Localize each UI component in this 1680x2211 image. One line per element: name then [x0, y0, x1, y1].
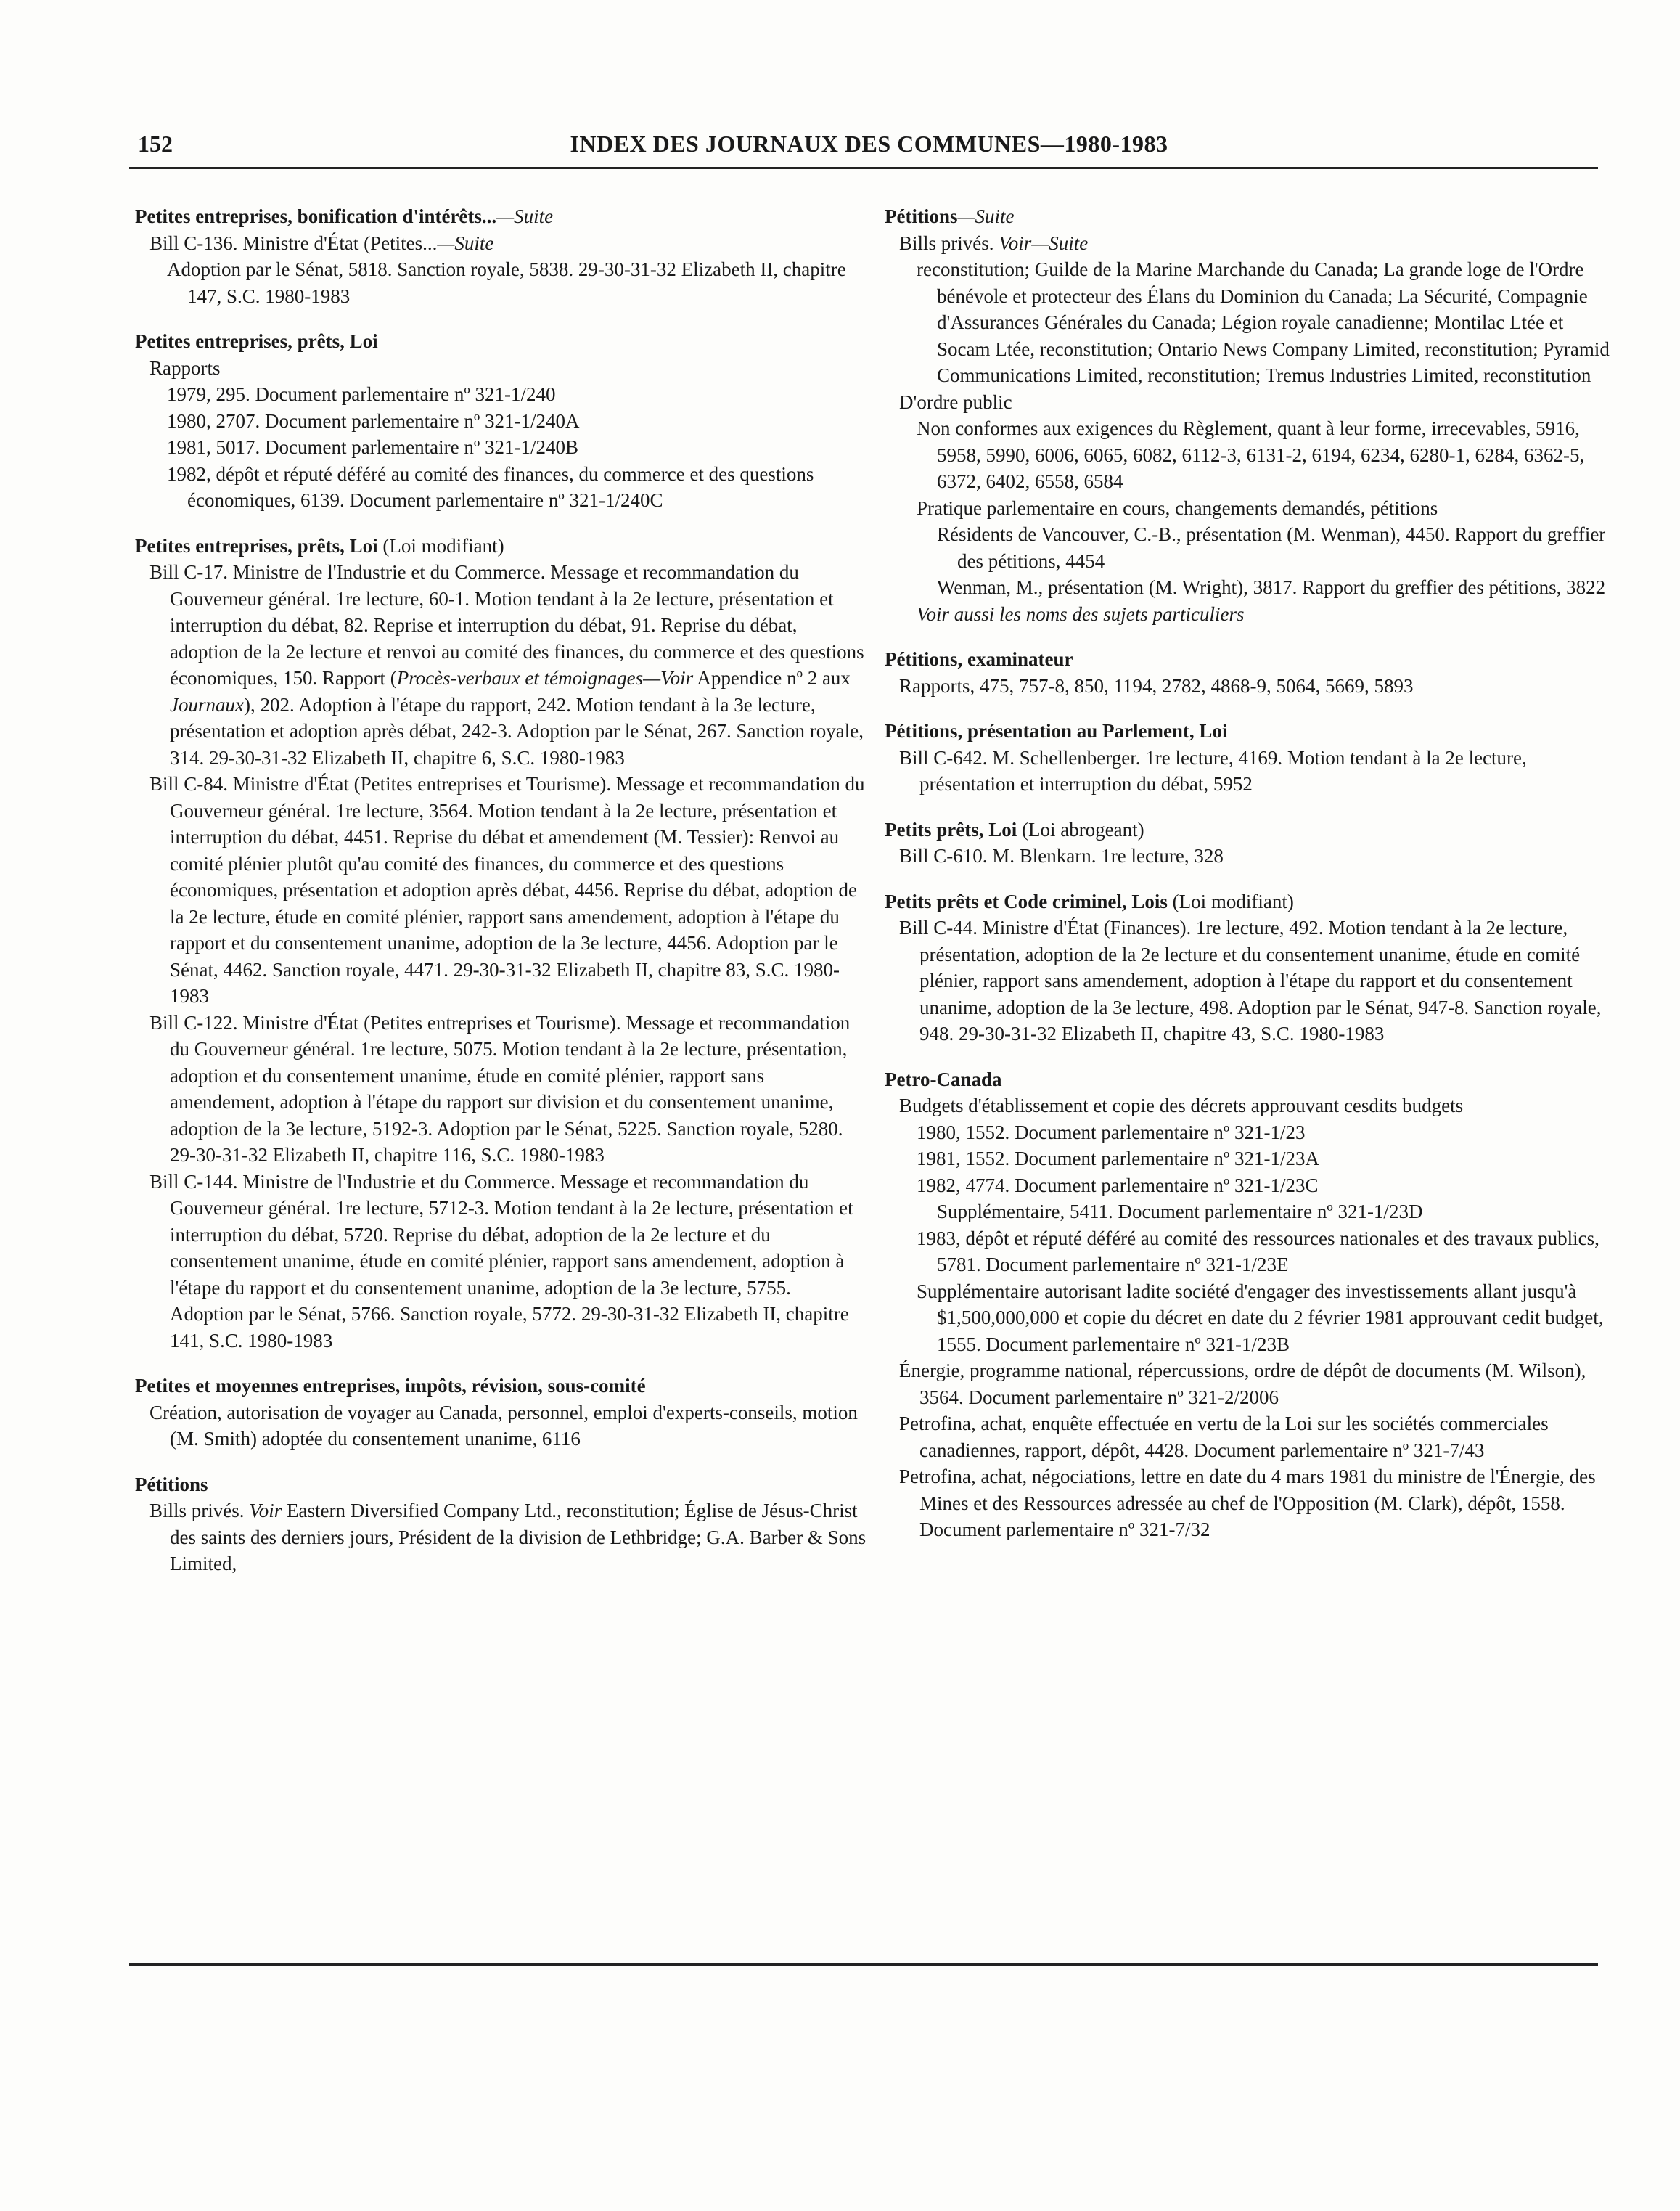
entry-line: Supplémentaire autorisant ladite société d'engager des investissements allant jusqu'à $1,500,000,000 et copie du décret en date du 2 février 1981 approuvant cedit budget, 1555. Document parlementaire nº 321-1/23B — [917, 1280, 1604, 1355]
entry-line: Pratique parlementaire en cours, changements demandés, pétitions — [917, 496, 1438, 519]
footer-rule — [129, 1963, 1598, 1966]
entry-line: Énergie, programme national, répercussions, ordre de dépôt de documents (M. Wilson), 3564. Document parlementaire nº 321-2/2006 — [899, 1360, 1586, 1408]
entry-line: Bill C-84. Ministre d'État (Petites entreprises et Tourisme). Message et recommandation du Gouverneur général. 1re lecture, 3564. Motion tendant à la 2e lecture, présentation et interruption du débat, 4451. Reprise du débat et amendement (M. Tessier): Renvoi au comité plénier plutôt qu'au comité des finances, du commerce et des questions économiques, présentation et adoption après débat, 4456. Reprise du débat, adoption de la 2e lecture, étude en comité plénier, rapport sans amendement, adoption à l'étape du rapport et du consentement unanime, adoption de la 3e lecture, 4456. Adoption par le Sénat, 4462. Sanction royale, 4471. 29-30-31-32 Elizabeth II, chapitre 83, S.C. 1980-1983 — [149, 773, 865, 1007]
entry-line: Supplémentaire, 5411. Document parlementaire nº 321-1/23D — [937, 1201, 1423, 1222]
entry-heading: Pétitions — [135, 1473, 208, 1495]
entry-heading: Petits prêts, Loi (Loi abrogeant) — [885, 818, 1144, 841]
entry-line: Bill C-610. M. Blenkarn. 1re lecture, 328 — [899, 845, 1224, 867]
entry-line: Voir aussi les noms des sujets particuliers — [917, 602, 1245, 625]
entry-heading: Pétitions—Suite — [885, 205, 1015, 227]
entry-line: Bill C-642. M. Schellenberger. 1re lecture, 4169. Motion tendant à la 2e lecture, présentation et interruption du débat, 5952 — [899, 746, 1527, 795]
entry-heading: Petites entreprises, bonification d'intérêts...—Suite — [135, 205, 554, 227]
index-entry — [135, 203, 866, 309]
index-entry — [885, 203, 1616, 627]
entry-line: Bill C-144. Ministre de l'Industrie et du Commerce. Message et recommandation du Gouverneur général. 1re lecture, 5712-3. Motion tendant à la 2e lecture, présentation et interruption du débat, 5720. Reprise du débat, adoption de la 2e lecture et du consentement unanime, étude en comité plénier, rapport sans amendement, adoption à l'étape du rapport et du consentement unanime, adoption de la 3e lecture, 5755. Adoption par le Sénat, 5766. Sanction royale, 5772. 29-30-31-32 Elizabeth II, chapitre 141, S.C. 1980-1983 — [149, 1170, 853, 1352]
entry-line: Budgets d'établissement et copie des décrets approuvant cesdits budgets — [899, 1095, 1464, 1116]
entry-line: 1982, dépôt et réputé déféré au comité des finances, du commerce et des questions économiques, 6139. Document parlementaire nº 321-1/240C — [167, 462, 814, 511]
index-entry — [135, 328, 866, 514]
entry-line: 1980, 2707. Document parlementaire nº 321-1/240A — [167, 409, 580, 432]
entry-line: Bill C-122. Ministre d'État (Petites entreprises et Tourisme). Message et recommandation du Gouverneur général. 1re lecture, 5075. Motion tendant à la 2e lecture, présentation, adoption et du consentement unanime, étude en comité plénier, rapport sans amendement, adoption à l'étape du rapport sur division et du consentement unanime, adoption de la 3e lecture, 5192-3. Adoption par le Sénat, 5225. Sanction royale, 5280. 29-30-31-32 Elizabeth II, chapitre 116, S.C. 1980-1983 — [149, 1011, 851, 1166]
entry-heading: Petites entreprises, prêts, Loi — [135, 330, 378, 352]
entry-line: D'ordre public — [899, 391, 1012, 413]
entry-line: reconstitution; Guilde de la Marine Marchande du Canada; La grande loge de l'Ordre bénévole et protecteur des Élans du Dominion du Canada; La Sécurité, Compagnie d'Assurances Générales du Canada; Légion royale canadienne; Montilac Ltée et Socam Ltée, reconstitution; Ontario News Company Limited, reconstitution; Pyramid Communications Limited, reconstitution; Tremus Industries Limited, reconstitution — [917, 258, 1610, 386]
entry-line: 1979, 295. Document parlementaire nº 321-1/240 — [167, 383, 556, 405]
entry-line: Bill C-44. Ministre d'État (Finances). 1re lecture, 492. Motion tendant à la 2e lecture, présentation, adoption de la 2e lecture et du consentement unanime, étude en comité plénier, rapport sans amendement, adoption à l'étape du rapport et du consentement unanime, adoption de la 3e lecture, 498. Adoption par le Sénat, 947-8. Sanction royale, 948. 29-30-31-32 Elizabeth II, chapitre 43, S.C. 1980-1983 — [899, 917, 1602, 1045]
entry-line: 1982, 4774. Document parlementaire nº 321-1/23C — [917, 1174, 1319, 1196]
entry-line: Non conformes aux exigences du Règlement, quant à leur forme, irrecevables, 5916, 5958, 5990, 6006, 6065, 6082, 6112-3, 6131-2, 6194, 6234, 6280-1, 6284, 6362-5, 6372, 6402, 6558, 6584 — [917, 417, 1585, 492]
page-number: 152 — [138, 131, 173, 157]
entry-line: 1981, 5017. Document parlementaire nº 321-1/240B — [167, 436, 578, 458]
index-entry — [885, 888, 1616, 1047]
entry-line: Bills privés. Voir—Suite — [899, 232, 1089, 254]
entry-line: 1983, dépôt et réputé déféré au comité des ressources nationales et des travaux publics, 5781. Document parlementaire nº 321-1/23E — [917, 1227, 1599, 1275]
right-column — [885, 203, 1616, 1562]
page-header — [138, 131, 1600, 171]
index-entry — [885, 817, 1616, 870]
entry-heading: Petites et moyennes entreprises, impôts, révision, sous-comité — [135, 1375, 646, 1397]
entry-line: Petrofina, achat, enquête effectuée en vertu de la Loi sur les sociétés commerciales canadiennes, rapport, dépôt, 4428. Document parlementaire nº 321-7/43 — [899, 1413, 1549, 1461]
entry-line: Création, autorisation de voyager au Canada, personnel, emploi d'experts-conseils, motion (M. Smith) adoptée du consentement unanime, 6116 — [149, 1401, 858, 1450]
index-entry — [135, 1471, 866, 1577]
index-entry — [885, 1066, 1616, 1543]
entry-line: Adoption par le Sénat, 5818. Sanction royale, 5838. 29-30-31-32 Elizabeth II, chapitre 147, S.C. 1980-1983 — [167, 258, 846, 307]
entry-heading: Pétitions, examinateur — [885, 648, 1073, 670]
entry-subheading: Rapports — [149, 356, 221, 379]
entry-line: 1981, 1552. Document parlementaire nº 321-1/23A — [917, 1148, 1319, 1169]
entry-heading: Pétitions, présentation au Parlement, Loi — [885, 720, 1228, 742]
entry-line: Résidents de Vancouver, C.-B., présentation (M. Wenman), 4450. Rapport du greffier des pétitions, 4454 — [937, 523, 1606, 572]
entry-line: Wenman, M., présentation (M. Wright), 3817. Rapport du greffier des pétitions, 3822 — [937, 576, 1606, 598]
entry-line: Rapports, 475, 757-8, 850, 1194, 2782, 4868-9, 5064, 5669, 5893 — [899, 674, 1414, 697]
page-title: INDEX DES JOURNAUX DES COMMUNES—1980-1983 — [570, 131, 1168, 157]
index-entry — [135, 533, 866, 1354]
entry-line: Bill C-17. Ministre de l'Industrie et du Commerce. Message et recommandation du Gouverneur général. 1re lecture, 60-1. Motion tendant à la 2e lecture, présentation et interruption du débat, 82. Reprise et interruption du débat, 91. Reprise du débat, adoption de la 2e lecture et renvoi au comité des finances, du commerce et des questions économiques, 150. Rapport (Procès-verbaux et témoignages—Voir Appendice nº 2 aux Journaux), 202. Adoption à l'étape du rapport, 242. Motion tendant à la 3e lecture, présentation et adoption après débat, 242-3. Adoption par le Sénat, 267. Sanction royale, 314. 29-30-31-32 Elizabeth II, chapitre 6, S.C. 1980-1983 — [149, 561, 864, 769]
left-column — [135, 203, 866, 1596]
entry-line: 1980, 1552. Document parlementaire nº 321-1/23 — [917, 1121, 1306, 1143]
index-entry — [885, 646, 1616, 699]
header-rule — [129, 167, 1598, 169]
entry-line: Petrofina, achat, négociations, lettre en date du 4 mars 1981 du ministre de l'Énergie, des Mines et des Ressources adressée au chef de l'Opposition (M. Clark), dépôt, 1558. Document parlementaire nº 321-7/32 — [899, 1466, 1596, 1540]
index-entry — [135, 1373, 866, 1452]
entry-heading: Petits prêts et Code criminel, Lois (Loi modifiant) — [885, 890, 1294, 912]
entry-line: Bills privés. Voir Eastern Diversified Company Ltd., reconstitution; Église de Jésus-Christ des saints des derniers jours, Président de la division de Lethbridge; G.A. Barber & Sons Limited, — [149, 1500, 866, 1574]
entry-line: Bill C-136. Ministre d'État (Petites...—Suite — [149, 232, 494, 254]
index-entry — [885, 718, 1616, 798]
entry-heading: Petro-Canada — [885, 1068, 1002, 1090]
entry-heading: Petites entreprises, prêts, Loi (Loi modifiant) — [135, 534, 504, 557]
